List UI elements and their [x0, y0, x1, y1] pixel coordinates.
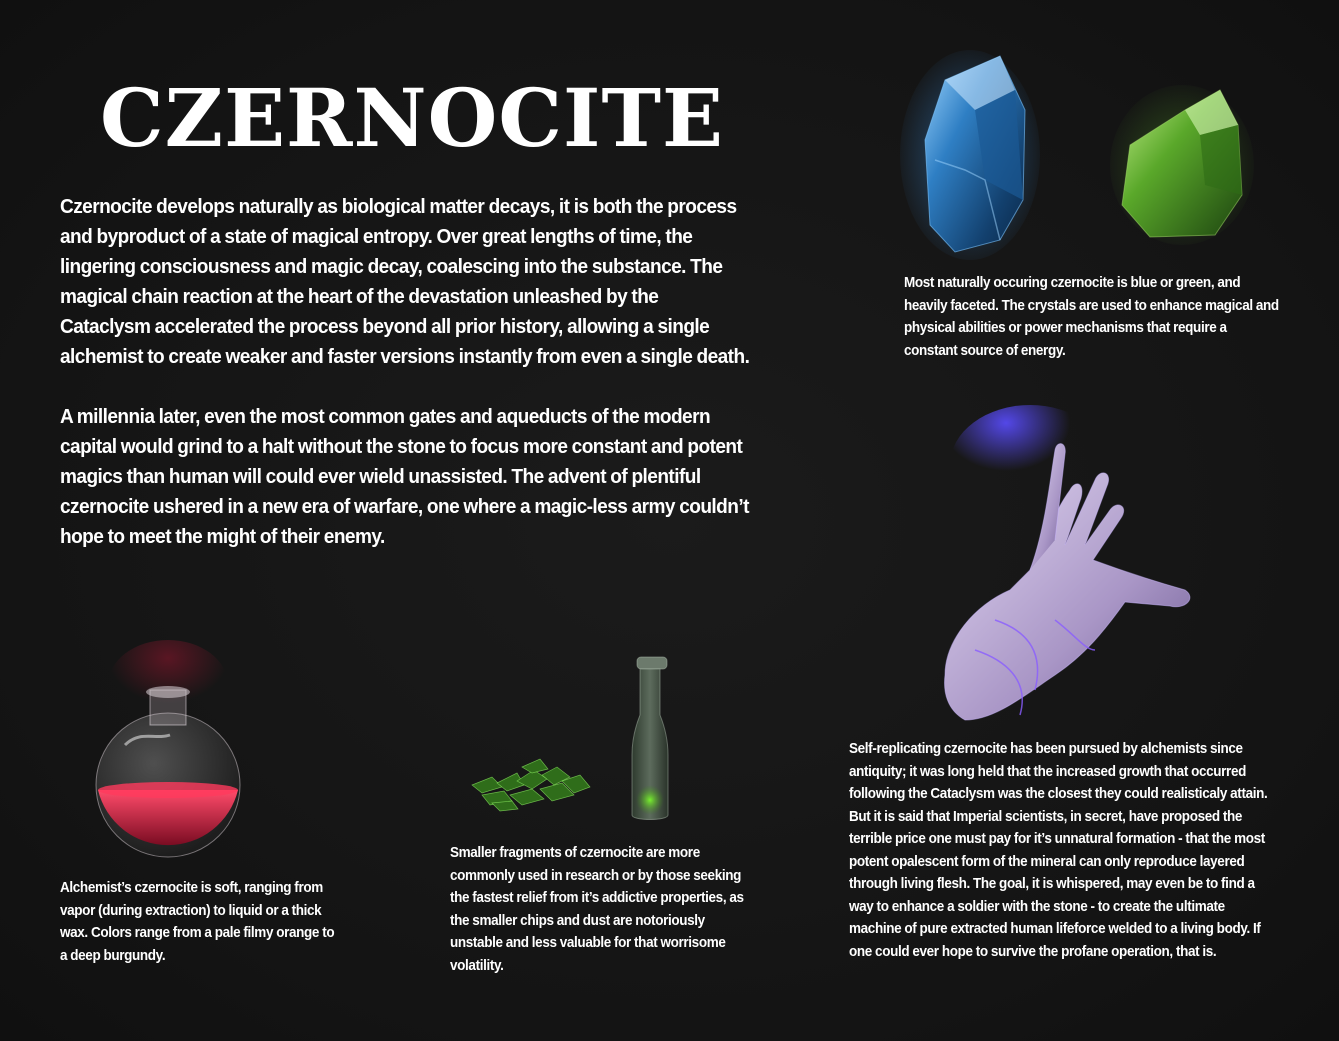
crystals-caption: Most naturally occuring czernocite is blue or green, and heavily faceted. The crystals are used to enhance magical and physical abilities or power mechanisms that require a constant source of energy. — [904, 274, 1279, 359]
intro-paragraph-1: Czernocite develops naturally as biological matter decays, it is both the process and byproduct of a state of magical entropy. Over great lengths of time, the lingering consciousness and magic decay, coalescing into the substance. The magical chain reaction at the heart of the devastation unleashed by the Cataclysm accelerated the process beyond all prior history, allowing a single alchemist to create weaker and faster versions instantly from even a single death. — [60, 195, 750, 368]
hand-caption: Self-replicating czernocite has been pursued by alchemists since antiquity; it was long held that the increased growth that occurred following the Cataclysm was the closest they could realisticaly attain. But it is said that Imperial scientists, in secret, have proposed the terrible price one must pay for it’s unnatural formation - that the most potent opalescent form of the mineral can only reproduce layered through living flesh. The goal, it is whispered, may even be to find a way to enhance a soldier with the stone - to create the ultimate machine of pure extracted human lifeforce welded to a living body. If one could ever hope to survive the profane operation, that is. — [849, 740, 1268, 960]
intro-text — [60, 192, 750, 582]
glowing-hand-illustration — [935, 420, 1200, 725]
page-title: CZERNOCITE — [100, 71, 724, 165]
intro-paragraph-2: A millennia later, even the most common gates and aqueducts of the modern capital would grind to a halt without the stone to focus more constant and potent magics than human will could ever wield unassisted. The advent of plentiful czernocite ushered in a new era of warfare, one where a magic-less army couldn’t hope to meet the might of their enemy. — [60, 405, 749, 548]
blue-crystal-illustration — [905, 50, 1035, 260]
green-crystal-illustration — [1110, 85, 1255, 245]
red-flask-illustration — [80, 645, 255, 860]
green-fragments-and-vial-illustration — [462, 655, 682, 825]
flask-caption: Alchemist’s czernocite is soft, ranging from vapor (during extraction) to liquid or a thick wax. Colors range from a pale filmy orange to a deep burgundy. — [60, 879, 335, 964]
fragments-caption: Smaller fragments of czernocite are more commonly used in research or by those seeking the fastest relief from it’s addictive properties, as the smaller chips and dust are notoriously unstable and less valuable for that worrisome volatility. — [450, 844, 744, 974]
